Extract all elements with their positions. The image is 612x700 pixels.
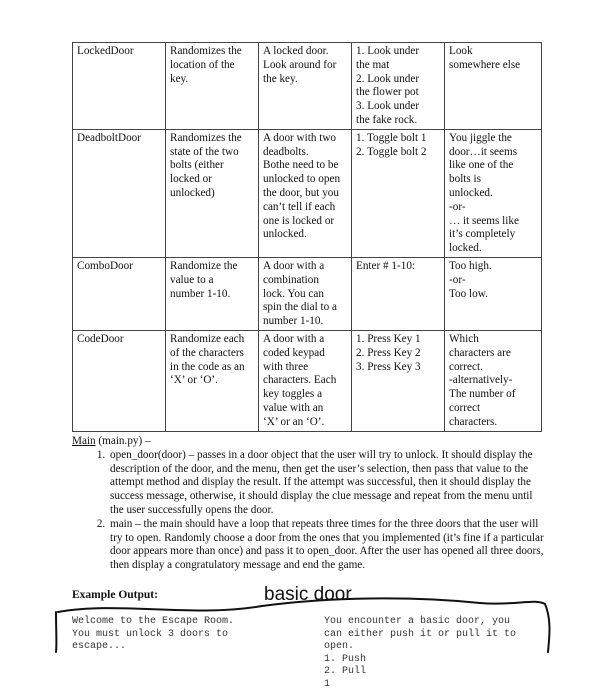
cell-line: of the characters bbox=[170, 346, 244, 359]
cell-line: locked or bbox=[170, 173, 212, 186]
output-left-column bbox=[72, 616, 302, 654]
output-line: 2. Pull bbox=[324, 666, 367, 678]
cell-line: Randomizes the bbox=[170, 131, 242, 144]
door-name-cell bbox=[73, 257, 166, 330]
cell-line: A door with a bbox=[263, 259, 325, 272]
cell-line: somewhere else bbox=[449, 58, 521, 71]
door-behavior-cell bbox=[166, 43, 259, 130]
cell-line: key. bbox=[170, 72, 189, 85]
door-name-cell bbox=[73, 129, 166, 257]
cell-line: ‘X’ or an ‘O’. bbox=[263, 415, 325, 428]
cell-line: … it seems like bbox=[449, 214, 519, 227]
cell-line: number 1-10. bbox=[263, 315, 324, 328]
output-line: You encounter a basic door, you bbox=[324, 616, 511, 627]
cell-line: like one of the bbox=[449, 159, 514, 172]
cell-line: characters are bbox=[449, 346, 511, 359]
door-name-cell bbox=[73, 330, 166, 431]
cell-line: -or- bbox=[449, 200, 466, 213]
cell-line: 2. Press Key 2 bbox=[356, 346, 421, 359]
cell-line: 2. Look under bbox=[356, 72, 420, 85]
door-behavior-cell bbox=[166, 257, 259, 330]
cell-line: A locked door. bbox=[263, 45, 329, 57]
door-name: ComboDoor bbox=[77, 259, 133, 272]
cell-line: one is locked or bbox=[263, 214, 335, 227]
cell-line: it’s completely bbox=[449, 228, 516, 241]
cell-line: the door, but you bbox=[263, 186, 339, 199]
door-description-cell bbox=[259, 129, 352, 257]
output-line: can either push it or pull it to bbox=[324, 628, 517, 640]
cell-line: Bothe need to be bbox=[263, 159, 339, 172]
output-line: escape... bbox=[72, 641, 127, 653]
cell-line: the fake rock. bbox=[356, 113, 418, 126]
door-name-cell bbox=[73, 43, 166, 130]
cell-line: 2. Toggle bolt 2 bbox=[356, 145, 427, 158]
cell-line: combination bbox=[263, 273, 319, 286]
cell-line: unlocked. bbox=[263, 228, 307, 241]
cell-line: number 1-10. bbox=[170, 287, 231, 300]
cell-line: -alternatively- bbox=[449, 374, 513, 387]
cell-line: 3. Look under bbox=[356, 100, 420, 113]
table-row bbox=[73, 330, 542, 431]
cell-line: You jiggle the bbox=[449, 131, 512, 144]
door-name: LockedDoor bbox=[77, 45, 134, 57]
handwritten-annotation: basic door bbox=[264, 584, 352, 605]
cell-line: Look bbox=[449, 45, 473, 57]
cell-line: Too high. bbox=[449, 259, 492, 272]
door-menu-cell bbox=[352, 257, 445, 330]
cell-line: state of the two bbox=[170, 145, 239, 158]
cell-line: Randomizes the bbox=[170, 45, 242, 57]
cell-line: Randomize the bbox=[170, 259, 238, 272]
cell-line: -or- bbox=[449, 273, 466, 286]
table-row bbox=[73, 43, 542, 130]
table-row bbox=[73, 129, 542, 257]
output-line: Welcome to the Escape Room. bbox=[72, 616, 235, 627]
main-subtitle: (main.py) – bbox=[95, 435, 151, 447]
cell-line: Randomize each bbox=[170, 332, 245, 345]
cell-line: door…it seems bbox=[449, 145, 518, 158]
door-clue-cell bbox=[445, 330, 542, 431]
door-clue-cell bbox=[445, 257, 542, 330]
main-requirements-list bbox=[72, 449, 547, 573]
cell-line: unlocked) bbox=[170, 186, 215, 199]
output-line: You must unlock 3 doors to bbox=[72, 628, 229, 640]
door-description-cell bbox=[259, 257, 352, 330]
cell-line: Look around for bbox=[263, 58, 337, 71]
output-line: 1 bbox=[324, 678, 331, 690]
door-name: CodeDoor bbox=[77, 332, 124, 345]
list-item-open-door: 1. open_door(door) – passes in a door object that the user will try to unlock. It should display the description of the door, and the menu, then get the user’s selection, then pass that value to the attempt method and display the result. If the attempt was successful, then it should display the success message, otherwise, it should display the clue message and repeat from the menu until the user successfully opens the door. bbox=[108, 449, 547, 518]
cell-line: characters. bbox=[449, 415, 498, 428]
door-menu-cell bbox=[352, 129, 445, 257]
door-table-body bbox=[73, 43, 542, 432]
door-description-cell bbox=[259, 330, 352, 431]
cell-line: the key. bbox=[263, 72, 298, 85]
cell-line: the flower pot bbox=[356, 86, 419, 99]
table-row bbox=[73, 257, 542, 330]
door-behavior-cell bbox=[166, 129, 259, 257]
main-title: Main bbox=[72, 435, 96, 447]
cell-line: 1. Look under bbox=[356, 45, 420, 57]
cell-line: correct. bbox=[449, 360, 483, 373]
cell-line: the mat bbox=[356, 58, 390, 71]
door-behavior-cell bbox=[166, 330, 259, 431]
cell-line: location of the bbox=[170, 58, 235, 71]
cell-line: value with an bbox=[263, 401, 324, 414]
cell-line: 3. Press Key 3 bbox=[356, 360, 421, 373]
cell-line: bolts (either bbox=[170, 159, 224, 172]
cell-line: in the code as an bbox=[170, 360, 245, 373]
cell-line: deadbolts. bbox=[263, 145, 309, 158]
door-table bbox=[72, 42, 542, 432]
cell-line: 1. Press Key 1 bbox=[356, 332, 421, 345]
example-output-label: Example Output: bbox=[72, 589, 158, 601]
cell-line: A door with a bbox=[263, 332, 325, 345]
door-description-cell bbox=[259, 43, 352, 130]
cell-line: ‘X’ or ‘O’. bbox=[170, 374, 218, 387]
cell-line: A door with two bbox=[263, 131, 337, 144]
cell-line: The number of bbox=[449, 388, 516, 401]
output-line: 1. Push bbox=[324, 653, 367, 665]
main-section bbox=[72, 435, 547, 573]
cell-line: coded keypad bbox=[263, 346, 325, 359]
cell-line: Enter # 1-10: bbox=[356, 259, 416, 272]
cell-line: key toggles a bbox=[263, 388, 323, 401]
cell-line: value to a bbox=[170, 273, 214, 286]
door-clue-cell bbox=[445, 43, 542, 130]
cell-line: Which bbox=[449, 332, 479, 345]
door-menu-cell bbox=[352, 43, 445, 130]
cell-line: bolts is bbox=[449, 173, 482, 186]
list-item-main: 2. main – the main should have a loop that repeats three times for the three doors that the user will try to open. Randomly choose a door from the ones that you implemented (it’s fine if a particular door appears more than once) and pass it to open_door. After the user has opened all three doors, then display a congratulatory message and end the game. bbox=[108, 518, 547, 573]
cell-line: lock. You can bbox=[263, 287, 324, 300]
door-name: DeadboltDoor bbox=[77, 131, 142, 144]
cell-line: unlocked to open bbox=[263, 173, 341, 186]
door-menu-cell bbox=[352, 330, 445, 431]
cell-line: characters. Each bbox=[263, 374, 337, 387]
cell-line: with three bbox=[263, 360, 309, 373]
door-clue-cell bbox=[445, 129, 542, 257]
cell-line: can’t tell if each bbox=[263, 200, 336, 213]
output-line: open. bbox=[324, 641, 355, 653]
main-heading bbox=[72, 435, 547, 449]
output-right-column bbox=[324, 616, 564, 692]
cell-line: locked. bbox=[449, 242, 482, 255]
cell-line: Too low. bbox=[449, 287, 488, 300]
cell-line: unlocked. bbox=[449, 186, 493, 199]
cell-line: spin the dial to a bbox=[263, 301, 337, 314]
cell-line: 1. Toggle bolt 1 bbox=[356, 131, 427, 144]
cell-line: correct bbox=[449, 401, 481, 414]
